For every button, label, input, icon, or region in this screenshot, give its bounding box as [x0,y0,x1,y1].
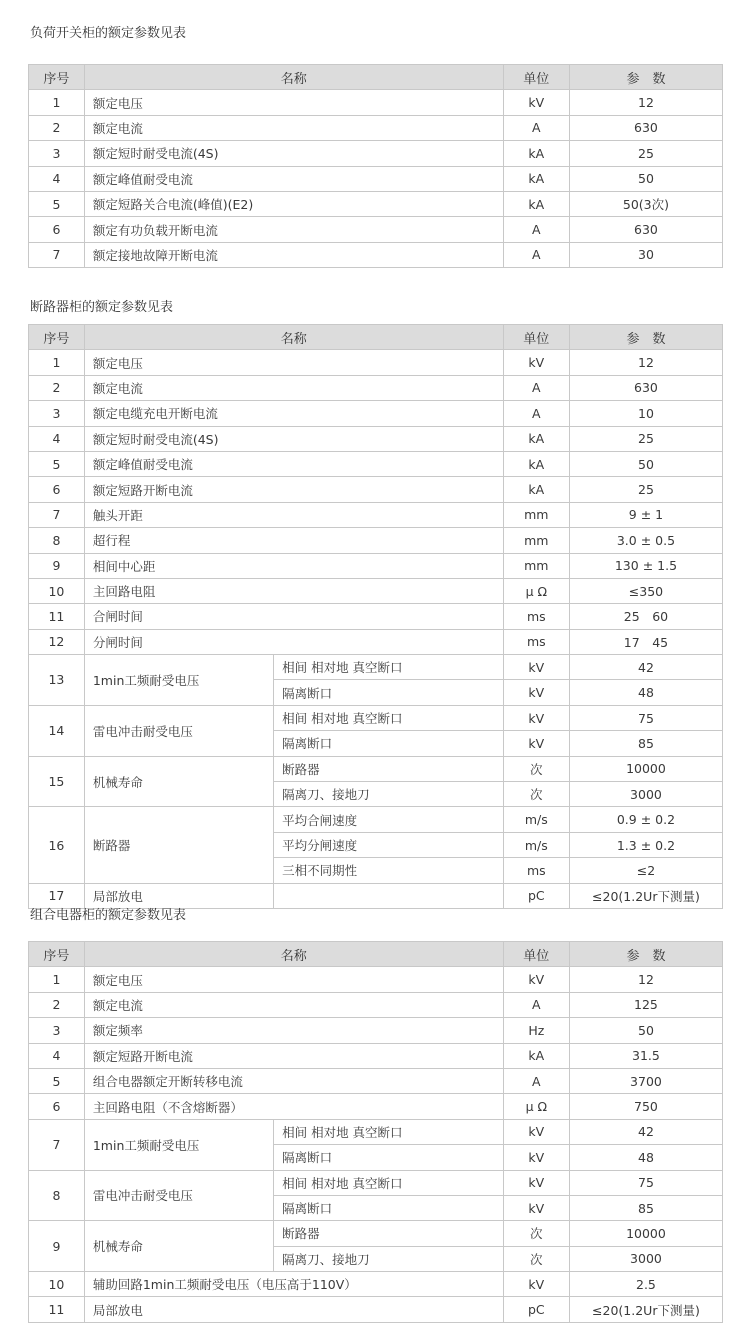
row-subname: 相间 相对地 真空断口 [274,1119,504,1144]
row-name: 额定峰值耐受电流 [84,166,503,191]
row-name: 额定电流 [84,115,503,140]
table-row [29,528,723,553]
row-subname: 平均合闸速度 [274,807,504,832]
table-row [29,502,723,527]
row-name: 额定峰值耐受电流 [84,451,503,476]
row-no: 8 [29,1170,85,1221]
table-row [29,1221,723,1246]
row-subname: 隔离刀、接地刀 [274,782,504,807]
row-no: 4 [29,166,85,191]
row-value: 50 [569,1018,722,1043]
header-no: 序号 [29,65,85,90]
row-unit: A [503,375,569,400]
row-name: 雷电冲击耐受电压 [84,1170,273,1221]
row-subname: 相间 相对地 真空断口 [274,1170,504,1195]
row-name: 额定电流 [84,375,503,400]
row-value: 3.0 ± 0.5 [569,528,722,553]
section-title-combined-apparatus: 组合电器柜的额定参数见表 [30,908,187,923]
row-subname: 隔离断口 [274,1145,504,1170]
row-no: 7 [29,502,85,527]
header-no: 序号 [29,325,85,350]
row-name: 断路器 [84,807,273,883]
row-no: 1 [29,90,85,115]
table-header-row [29,325,723,350]
table-row [29,578,723,603]
row-unit: kV [503,1119,569,1144]
row-no: 8 [29,528,85,553]
table-row [29,807,723,832]
row-no: 10 [29,1272,85,1297]
row-name: 机械寿命 [84,756,273,807]
row-unit: μ Ω [503,578,569,603]
row-name: 分闸时间 [84,629,503,654]
row-no: 5 [29,191,85,216]
table-row [29,477,723,502]
row-unit: kA [503,1043,569,1068]
table-row [29,115,723,140]
row-value: 75 [569,1170,722,1195]
header-name: 名称 [84,325,503,350]
row-no: 7 [29,1119,85,1170]
table-row [29,604,723,629]
row-name: 额定电缆充电开断电流 [84,401,503,426]
table-row [29,655,723,680]
row-unit: pC [503,883,569,908]
table-row [29,1068,723,1093]
row-value: 10 [569,401,722,426]
row-value: 630 [569,375,722,400]
row-unit: ms [503,858,569,883]
row-name: 组合电器额定开断转移电流 [84,1068,503,1093]
row-value: ≤20(1.2Ur下测量) [569,883,722,908]
table-row [29,967,723,992]
row-unit: 次 [503,756,569,781]
row-value: 75 [569,705,722,730]
row-value: 50(3次) [569,191,722,216]
row-unit: kV [503,1272,569,1297]
table-row [29,1119,723,1144]
row-no: 7 [29,242,85,267]
row-no: 3 [29,401,85,426]
row-value: 25 [569,426,722,451]
row-name: 雷电冲击耐受电压 [84,705,273,756]
row-value: 85 [569,1195,722,1220]
row-value: 750 [569,1094,722,1119]
row-name: 1min工频耐受电压 [84,655,273,706]
row-no: 2 [29,115,85,140]
row-value: ≤20(1.2Ur下测量) [569,1297,722,1322]
row-value: 25 [569,141,722,166]
row-subname: 三相不同期性 [274,858,504,883]
row-unit: ms [503,629,569,654]
row-value: 42 [569,655,722,680]
table-row [29,1170,723,1195]
table-row [29,217,723,242]
row-unit: m/s [503,807,569,832]
row-subname: 断路器 [274,1221,504,1246]
row-no: 10 [29,578,85,603]
row-name: 超行程 [84,528,503,553]
row-value: 25 [569,477,722,502]
table-row [29,1043,723,1068]
row-value: 3000 [569,782,722,807]
row-no: 6 [29,217,85,242]
row-value: 12 [569,967,722,992]
row-value: 12 [569,350,722,375]
row-name: 额定短路开断电流 [84,477,503,502]
row-name: 主回路电阻 [84,578,503,603]
row-name: 额定短路开断电流 [84,1043,503,1068]
row-no: 3 [29,1018,85,1043]
row-subname: 相间 相对地 真空断口 [274,705,504,730]
row-no: 2 [29,992,85,1017]
row-value: ≤2 [569,858,722,883]
row-unit: A [503,115,569,140]
row-name: 相间中心距 [84,553,503,578]
header-name: 名称 [84,65,503,90]
table-row [29,191,723,216]
row-unit: kV [503,655,569,680]
table-row [29,1272,723,1297]
row-value: 50 [569,451,722,476]
row-name: 触头开距 [84,502,503,527]
row-name: 局部放电 [84,1297,503,1322]
row-value: 25 60 [569,604,722,629]
row-unit: 次 [503,1246,569,1271]
table-row [29,992,723,1017]
row-name: 额定短时耐受电流(4S) [84,141,503,166]
header-no: 序号 [29,942,85,967]
row-name: 机械寿命 [84,1221,273,1272]
row-subname: 隔离断口 [274,680,504,705]
row-value: 630 [569,115,722,140]
table-row [29,350,723,375]
table-row [29,629,723,654]
row-name: 额定接地故障开断电流 [84,242,503,267]
row-no: 1 [29,350,85,375]
section-title-load-switch: 负荷开关柜的额定参数见表 [30,26,187,41]
row-no: 4 [29,426,85,451]
row-value: 85 [569,731,722,756]
row-no: 17 [29,883,85,908]
table-row [29,401,723,426]
table-row [29,242,723,267]
row-value: 17 45 [569,629,722,654]
row-no: 15 [29,756,85,807]
row-subname: 隔离刀、接地刀 [274,1246,504,1271]
row-value: 48 [569,680,722,705]
row-no: 1 [29,967,85,992]
row-unit: kA [503,191,569,216]
row-no: 2 [29,375,85,400]
row-name: 局部放电 [84,883,273,908]
row-value: 42 [569,1119,722,1144]
table-row [29,166,723,191]
row-value: 3700 [569,1068,722,1093]
row-no: 5 [29,451,85,476]
row-subname-empty [274,883,504,908]
row-unit: μ Ω [503,1094,569,1119]
row-name: 1min工频耐受电压 [84,1119,273,1170]
row-name: 额定电压 [84,967,503,992]
row-no: 13 [29,655,85,706]
header-param: 参 数 [569,325,722,350]
row-unit: ms [503,604,569,629]
header-param: 参 数 [569,942,722,967]
row-name: 额定短路关合电流(峰值)(E2) [84,191,503,216]
row-no: 11 [29,604,85,629]
row-unit: kV [503,705,569,730]
row-value: 31.5 [569,1043,722,1068]
table-row [29,756,723,781]
row-subname: 隔离断口 [274,731,504,756]
row-value: 9 ± 1 [569,502,722,527]
row-name: 额定电压 [84,90,503,115]
row-unit: 次 [503,782,569,807]
row-value: 50 [569,166,722,191]
row-unit: kA [503,426,569,451]
table-row [29,1094,723,1119]
row-unit: pC [503,1297,569,1322]
row-subname: 隔离断口 [274,1195,504,1220]
row-subname: 断路器 [274,756,504,781]
row-unit: A [503,217,569,242]
row-no: 9 [29,1221,85,1272]
row-value: 30 [569,242,722,267]
row-value: 130 ± 1.5 [569,553,722,578]
row-unit: 次 [503,1221,569,1246]
row-value: 630 [569,217,722,242]
row-unit: kA [503,141,569,166]
combined-apparatus-spec-table [28,941,723,1323]
row-unit: A [503,992,569,1017]
row-unit: kA [503,166,569,191]
header-unit: 单位 [503,65,569,90]
row-unit: kV [503,350,569,375]
table-row [29,1297,723,1322]
row-value: 48 [569,1145,722,1170]
row-no: 11 [29,1297,85,1322]
row-unit: kV [503,967,569,992]
row-no: 9 [29,553,85,578]
row-value: 10000 [569,1221,722,1246]
row-unit: m/s [503,832,569,857]
row-name: 额定电压 [84,350,503,375]
row-no: 3 [29,141,85,166]
row-unit: kV [503,1170,569,1195]
row-no: 5 [29,1068,85,1093]
row-no: 12 [29,629,85,654]
table-row [29,141,723,166]
table-row [29,1018,723,1043]
row-value: 10000 [569,756,722,781]
row-unit: kA [503,477,569,502]
row-unit: mm [503,528,569,553]
header-unit: 单位 [503,942,569,967]
row-value: 2.5 [569,1272,722,1297]
row-unit: kV [503,90,569,115]
row-name: 主回路电阻（不含熔断器） [84,1094,503,1119]
row-unit: kV [503,680,569,705]
row-unit: A [503,242,569,267]
row-no: 6 [29,477,85,502]
row-unit: A [503,401,569,426]
row-name: 额定短时耐受电流(4S) [84,426,503,451]
row-unit: mm [503,553,569,578]
table-header-row [29,942,723,967]
circuit-breaker-spec-table [28,324,723,909]
row-unit: kV [503,1195,569,1220]
table-header-row [29,65,723,90]
row-name: 额定频率 [84,1018,503,1043]
table-row [29,90,723,115]
row-subname: 相间 相对地 真空断口 [274,655,504,680]
row-unit: kV [503,1145,569,1170]
header-param: 参 数 [569,65,722,90]
row-value: 125 [569,992,722,1017]
header-name: 名称 [84,942,503,967]
table-row [29,705,723,730]
row-value: ≤350 [569,578,722,603]
row-name: 额定电流 [84,992,503,1017]
table-row [29,426,723,451]
row-value: 0.9 ± 0.2 [569,807,722,832]
table-row [29,375,723,400]
header-unit: 单位 [503,325,569,350]
table-row [29,451,723,476]
row-value: 1.3 ± 0.2 [569,832,722,857]
row-unit: kA [503,451,569,476]
row-unit: Hz [503,1018,569,1043]
row-no: 6 [29,1094,85,1119]
row-no: 14 [29,705,85,756]
row-name: 合闸时间 [84,604,503,629]
section-title-circuit-breaker: 断路器柜的额定参数见表 [30,300,174,315]
row-unit: A [503,1068,569,1093]
load-switch-spec-table [28,64,723,268]
table-row [29,553,723,578]
row-name: 额定有功负载开断电流 [84,217,503,242]
row-unit: mm [503,502,569,527]
row-value: 12 [569,90,722,115]
row-no: 4 [29,1043,85,1068]
row-value: 3000 [569,1246,722,1271]
row-unit: kV [503,731,569,756]
row-name: 辅助回路1min工频耐受电压（电压高于110V） [84,1272,503,1297]
row-subname: 平均分闸速度 [274,832,504,857]
row-no: 16 [29,807,85,883]
